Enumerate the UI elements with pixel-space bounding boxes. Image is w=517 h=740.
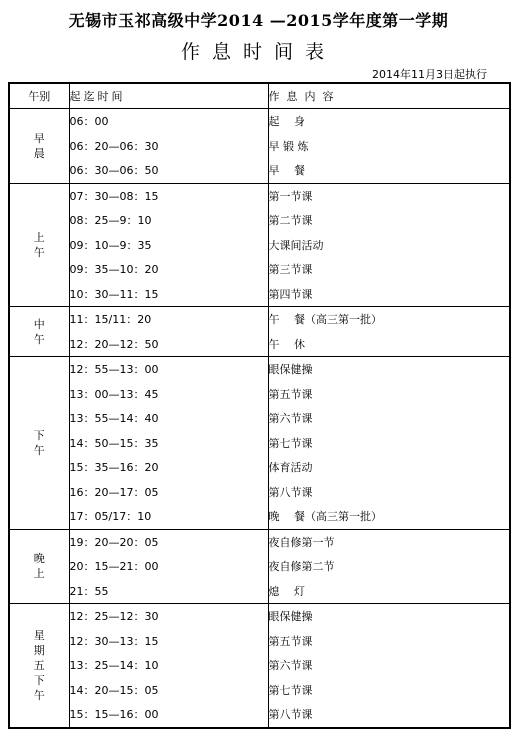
period-cell [9, 109, 69, 184]
document-title: 作息时间表 [180, 41, 336, 63]
activity-cell: 第五节课 [268, 387, 313, 401]
time-cell: 06：20—06：30 [69, 134, 268, 159]
activity-cell: 早 餐 [268, 158, 510, 183]
effective-date: 2014年11月3日起执行 [372, 68, 487, 81]
table-row [9, 579, 510, 604]
table-row [9, 282, 510, 307]
activity-cell: 眼保健操 [268, 363, 313, 377]
time-cell: 12：55—13：00 [69, 357, 268, 382]
school-title: 无锡市玉祁高级中学2014 —2015学年度第一学期 [68, 11, 449, 30]
time-cell: 12：20—12：50 [69, 332, 268, 357]
period-cell [9, 357, 69, 530]
table-row [9, 109, 510, 134]
time-cell: 13：55—14：40 [69, 406, 268, 431]
activity-cell: 午 休 [268, 332, 510, 357]
time-cell: 09：35—10：20 [69, 257, 268, 282]
table-row [9, 554, 510, 579]
activity-cell: 第六节课 [268, 412, 313, 426]
period-cell [9, 307, 69, 357]
table-row [9, 629, 510, 654]
time-cell: 15：15—16：00 [69, 702, 268, 728]
time-cell: 11：15/11：20 [69, 307, 268, 332]
table-row [9, 183, 510, 208]
time-cell: 15：35—16：20 [69, 455, 268, 480]
activity-cell: 第七节课 [268, 683, 313, 697]
time-cell: 14：20—15：05 [69, 678, 268, 703]
schedule-table [8, 82, 511, 729]
activity-cell: 起 身 [268, 115, 305, 129]
period-label: 早 晨 [33, 131, 45, 160]
time-cell: 06：00 [69, 109, 268, 134]
activity-cell: 体育活动 [268, 461, 313, 475]
table-row [9, 257, 510, 282]
table-row [9, 678, 510, 703]
activity-cell: 早 锻 炼 [268, 139, 309, 153]
activity-cell: 第八节课 [268, 485, 313, 499]
period-label: 下 午 [33, 428, 45, 457]
table-row [9, 208, 510, 233]
period-cell [9, 183, 69, 307]
activity-cell: 第七节课 [268, 436, 313, 450]
activity-cell: 第二节课 [268, 214, 313, 228]
period-cell [9, 529, 69, 604]
activity-cell: 大课间活动 [268, 238, 324, 252]
time-cell: 07：30—08：15 [69, 183, 268, 208]
table-row [9, 702, 510, 728]
time-cell: 12：25—12：30 [69, 604, 268, 629]
table-row [9, 158, 510, 183]
period-label: 上 午 [33, 230, 45, 259]
time-cell: 19：20—20：05 [69, 529, 268, 554]
table-row [9, 455, 510, 480]
time-cell: 17：05/17：10 [69, 504, 268, 529]
time-cell: 13：00—13：45 [69, 382, 268, 407]
column-header-period: 午别 [9, 83, 69, 109]
column-header-activity: 作息内容 [268, 83, 510, 109]
activity-cell: 第六节课 [268, 659, 313, 673]
time-cell: 09：10—9：35 [69, 233, 268, 258]
table-row [9, 233, 510, 258]
table-row [9, 431, 510, 456]
time-cell: 06：30—06：50 [69, 158, 268, 183]
time-cell: 08：25—9：10 [69, 208, 268, 233]
table-row [9, 134, 510, 159]
activity-cell: 午 餐（高三第一批） [268, 313, 382, 327]
table-row [9, 529, 510, 554]
activity-cell: 熄 灯 [268, 579, 510, 604]
table-row [9, 604, 510, 629]
period-label: 中 午 [33, 317, 45, 346]
activity-cell: 第四节课 [268, 282, 510, 307]
time-cell: 13：25—14：10 [69, 653, 268, 678]
table-header-row [9, 83, 510, 109]
schedule-body [9, 109, 510, 728]
table-row [9, 480, 510, 505]
time-cell: 21：55 [69, 579, 268, 604]
activity-cell: 夜自修第一节 [268, 535, 335, 549]
time-cell: 20：15—21：00 [69, 554, 268, 579]
time-cell: 10：30—11：15 [69, 282, 268, 307]
table-row [9, 332, 510, 357]
period-label: 星 期 五 下 午 [33, 628, 45, 702]
activity-cell: 第三节课 [268, 263, 313, 277]
activity-cell: 晚 餐（高三第一批） [268, 504, 510, 529]
table-row [9, 382, 510, 407]
column-header-time: 起迄时间 [69, 83, 268, 109]
period-cell [9, 604, 69, 728]
activity-cell: 夜自修第二节 [268, 560, 335, 574]
activity-cell: 第八节课 [268, 702, 510, 728]
time-cell: 14：50—15：35 [69, 431, 268, 456]
table-row [9, 357, 510, 382]
table-row [9, 504, 510, 529]
table-row [9, 307, 510, 332]
time-cell: 12：30—13：15 [69, 629, 268, 654]
table-row [9, 653, 510, 678]
time-cell: 16：20—17：05 [69, 480, 268, 505]
table-row [9, 406, 510, 431]
period-label: 晚 上 [33, 552, 45, 581]
activity-cell: 第五节课 [268, 634, 313, 648]
activity-cell: 眼保健操 [268, 610, 313, 624]
activity-cell: 第一节课 [268, 189, 313, 203]
